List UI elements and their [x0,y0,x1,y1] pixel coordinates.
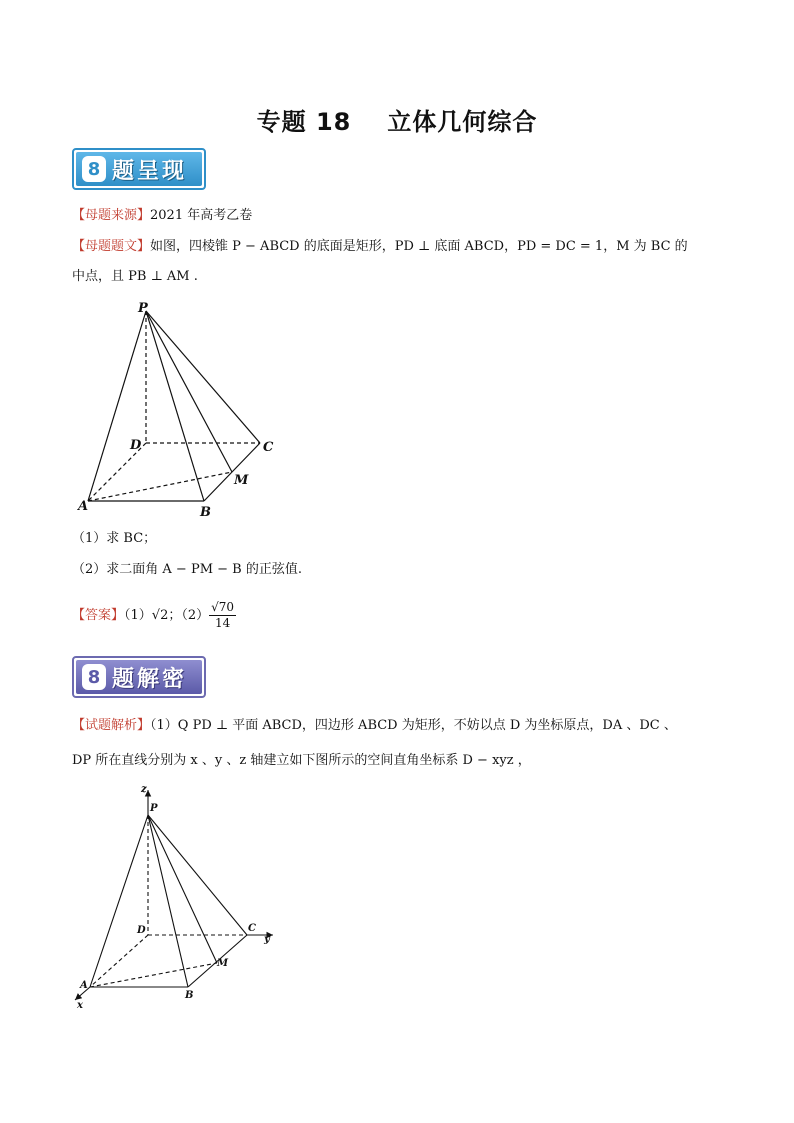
problem-text-1: 如图，四棱锥 P − ABCD 的底面是矩形，PD ⊥ 底面 ABCD，PD = DC = 1，M 为 BC 的 [150,239,688,254]
title-name: 立体几何综合 [387,108,538,136]
source-text: 2021 年高考乙卷 [150,208,253,223]
label-A: A [80,980,88,991]
label-D: D [137,925,146,936]
label-C: C [248,923,256,934]
answer-sqrt2: √2 [151,608,169,623]
label-P: P [138,301,148,316]
label-M: M [234,473,249,488]
fraction-denominator: 14 [214,616,231,630]
analysis-text-2: DP 所在直线分别为 x 、y 、z 轴建立如下图所示的空间直角坐标系 D − xyz ， [72,753,531,768]
axis-label-y: y [264,934,270,945]
pyramid-figure [70,300,290,520]
answer-line [72,598,236,634]
question-2 [72,561,302,579]
axis-label-z: z [141,784,147,795]
label-D: D [130,438,142,453]
label-M: M [217,958,229,969]
answer-separator: ；（2） [168,608,210,623]
analysis-line-1 [72,717,677,735]
section-badge-problem [72,148,206,190]
label-B: B [185,990,194,1001]
question-1-text: （1）求 BC； [72,531,157,546]
logo-icon: 8 [82,156,106,182]
analysis-text-1: （1）Q PD ⊥ 平面 ABCD，四边形 ABCD 为矩形，不妨以点 D 为坐标原点，DA 、DC 、 [150,718,677,733]
section-badge-analysis [72,656,206,698]
label-P: P [150,803,158,814]
answer-label: 【答案】 [72,608,125,623]
page-title [0,102,794,137]
analysis-label: 【试题解析】 [72,718,151,733]
problem-line-2 [72,268,198,286]
problem-text-2: 中点，且 PB ⊥ AM . [72,269,198,284]
source-label: 【母题来源】 [72,208,151,223]
badge-label: 题解密 [112,666,188,692]
answer-fraction [209,600,236,631]
fraction-numerator: √70 [211,600,235,614]
source-line [72,207,252,225]
label-B: B [200,505,211,520]
label-C: C [263,440,274,455]
axis-label-x: x [77,1000,83,1011]
title-number: 专题 18 [256,108,352,136]
question-2-text: （2）求二面角 A − PM − B 的正弦值. [72,562,302,577]
badge-label: 题呈现 [112,158,188,184]
logo-icon: 8 [82,664,106,690]
question-1 [72,530,156,548]
label-A: A [78,499,89,514]
analysis-line-2 [72,752,531,770]
answer-part-1: （1） [124,608,152,623]
problem-line-1 [72,238,688,256]
problem-label: 【母题题文】 [72,239,151,254]
coordinate-figure [65,780,295,1015]
